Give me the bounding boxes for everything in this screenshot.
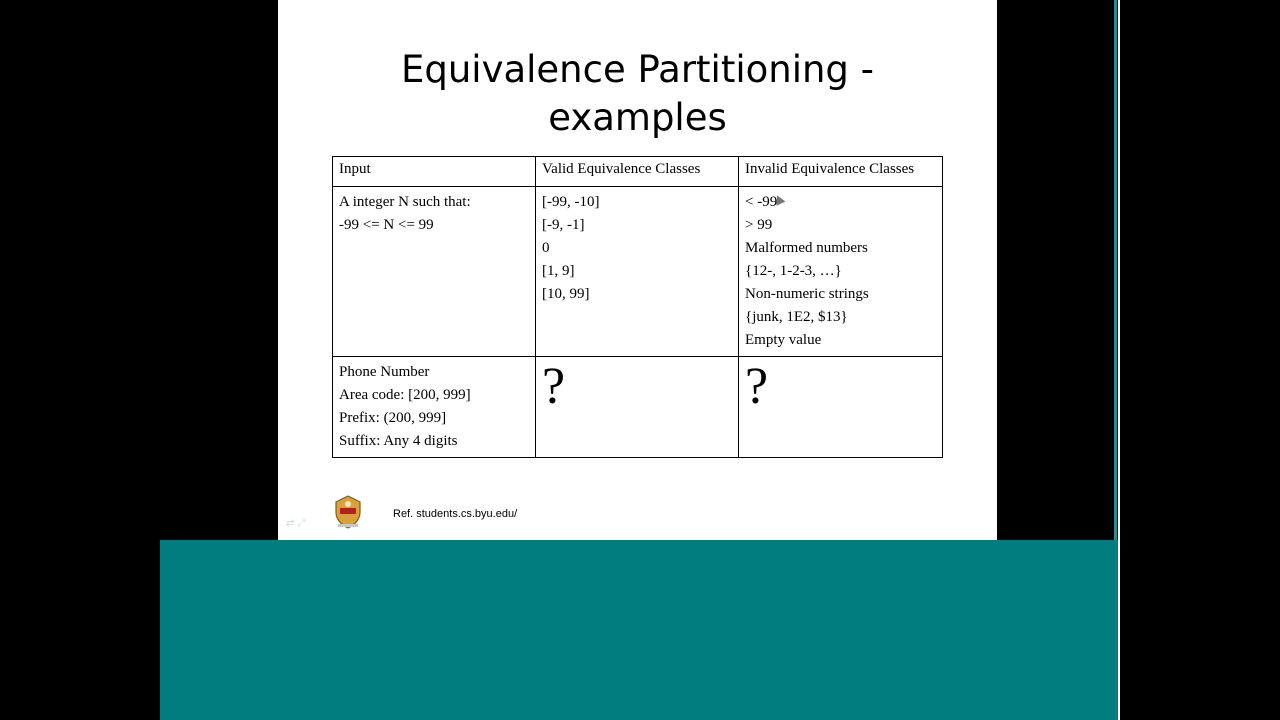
window-divider (1114, 0, 1117, 540)
slide (278, 0, 997, 540)
header-invalid: Invalid Equivalence Classes (739, 157, 943, 187)
cell-line: Phone Number (339, 364, 430, 380)
mouse-cursor-icon (773, 193, 786, 205)
cell-line: > 99 (745, 217, 773, 233)
header-valid: Valid Equivalence Classes (536, 157, 739, 187)
cell-line: Non-numeric strings (745, 286, 869, 302)
cell-invalid (739, 187, 943, 357)
table-row (333, 187, 943, 357)
cell-line-with-cursor (745, 191, 936, 214)
faint-watermark-icon: ⇄ ⤢ (286, 518, 306, 529)
reference-text: Ref. students.cs.byu.edu/ (393, 508, 518, 520)
cell-line: {junk, 1E2, $13} (745, 309, 848, 325)
cell-line: Empty value (745, 332, 822, 348)
cell-line: [1, 9] (542, 263, 575, 279)
cell-line: {12-, 1-2-3, …} (745, 263, 842, 279)
cell-valid (536, 187, 739, 357)
cell-line: Area code: [200, 999] (339, 387, 471, 403)
title-line-2: examples (548, 96, 727, 139)
question-mark-invalid: ? (739, 357, 943, 458)
cell-line: -99 <= N <= 99 (339, 217, 434, 233)
title-line-1: Equivalence Partitioning - (400, 48, 875, 91)
cell-text: < -99 (745, 194, 778, 210)
cell-line: [-9, -1] (542, 217, 585, 233)
cell-line: Prefix: (200, 999] (339, 410, 447, 426)
table-row (333, 357, 943, 458)
table-header-row (333, 157, 943, 187)
cell-input (333, 357, 536, 458)
header-input: Input (333, 157, 536, 187)
cell-line: A integer N such that: (339, 194, 471, 210)
equivalence-table (332, 156, 943, 458)
slide-title (278, 46, 997, 142)
cell-line: Suffix: Any 4 digits (339, 433, 458, 449)
teal-panel (160, 540, 1118, 720)
cell-line: Malformed numbers (745, 240, 868, 256)
window-edge (1118, 0, 1120, 720)
cell-line: 0 (542, 240, 550, 256)
question-mark-valid: ? (536, 357, 739, 458)
cell-input (333, 187, 536, 357)
cell-line: [10, 99] (542, 286, 590, 302)
university-logo-icon (332, 494, 364, 530)
cell-line: [-99, -10] (542, 194, 600, 210)
